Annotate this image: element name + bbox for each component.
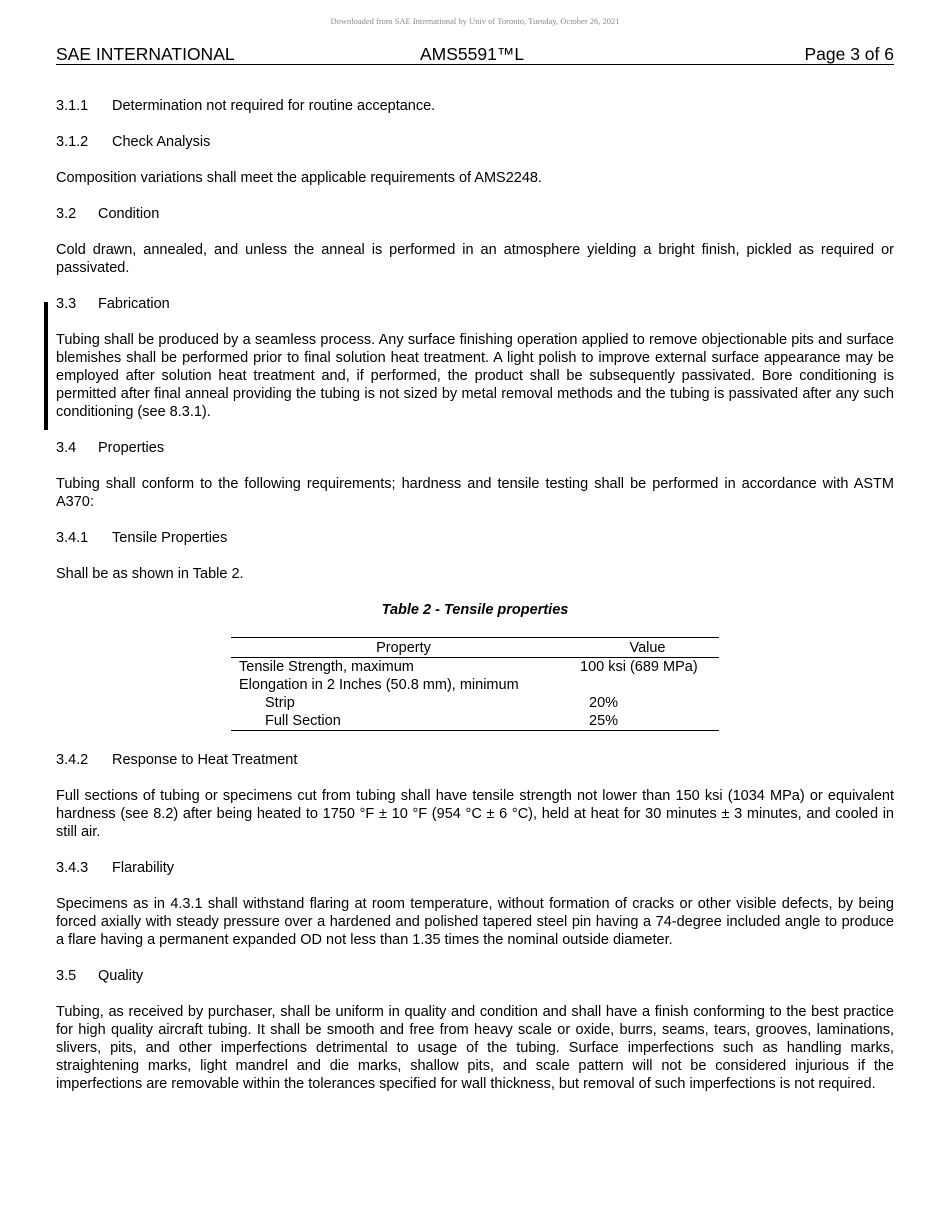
section-title: Tensile Properties [112, 530, 228, 546]
section-3-3-text: Tubing shall be produced by a seamless process. Any surface finishing operation applied to remove objectionable pits and surface blemishes shall be performed prior to final solution heat treatment. A light polish to improve external surface appearance may be employed after solution heat treatment and, if performed, the product shall be subsequently passivated. Bore conditioning is permitted after final anneal providing the tubing is not sized by metal removal methods and the tubing is passivated after any such conditioning (see 8.3.1). [56, 332, 894, 420]
table-row [231, 712, 719, 731]
column-header-value: Value [576, 638, 719, 658]
section-3-4-3-text: Specimens as in 4.3.1 shall withstand flaring at room temperature, without formation of cracks or other visible defects, by being forced axially with steady pressure over a hardened and polished tapered steel pin having a 74-degree included angle to produce a flare having a permanent expanded OD not less than 1.35 times the nominal outside diameter. [56, 896, 894, 948]
section-3-1-1 [56, 97, 894, 115]
section-number: 3.1.1 [56, 98, 89, 114]
section-title: Properties [98, 440, 165, 456]
cell-property: Elongation in 2 Inches (50.8 mm), minimum [239, 677, 519, 693]
section-3-1-2 [56, 133, 894, 151]
header-document-number: AMS5591™L [420, 44, 525, 64]
section-3-4-text: Tubing shall conform to the following requirements; hardness and tensile testing shall be performed in accordance with ASTM A370: [56, 476, 894, 510]
cell-value [576, 676, 719, 694]
cell-property: Strip [265, 695, 295, 711]
section-3-4-1 [56, 529, 894, 547]
table-header-row [231, 638, 719, 658]
cell-property: Tensile Strength, maximum [239, 659, 414, 675]
section-3-1-2-text: Composition variations shall meet the applicable requirements of AMS2248. [56, 170, 543, 186]
section-3-2-text: Cold drawn, annealed, and unless the anneal is performed in an atmosphere yielding a bright finish, pickled as required or passivated. [56, 242, 894, 276]
section-number: 3.1.2 [56, 134, 89, 150]
section-3-4-2-text: Full sections of tubing or specimens cut from tubing shall have tensile strength not lower than 150 ksi (1034 MPa) or equivalent hardness (see 8.2) after being heated to 1750 °F ± 10 °F (954 °C ± 6 °C), held at heat for 30 minutes ± 3 minutes, and cooled in still air. [56, 788, 894, 840]
section-3-5 [56, 967, 894, 985]
cell-value: 100 ksi (689 MPa) [580, 659, 698, 675]
cell-value: 20% [589, 695, 619, 711]
section-3-4 [56, 439, 894, 457]
header-org: SAE INTERNATIONAL [56, 44, 235, 64]
section-3-4-3 [56, 859, 894, 877]
section-number: 3.3 [56, 296, 77, 312]
section-number: 3.4.2 [56, 752, 89, 768]
section-number: 3.5 [56, 968, 77, 984]
table-row [231, 658, 719, 677]
section-number: 3.4 [56, 440, 77, 456]
section-number: 3.2 [56, 206, 77, 222]
table-2-title: Table 2 - Tensile properties [381, 602, 569, 618]
section-title: Quality [98, 968, 144, 984]
section-title: Flarability [112, 860, 175, 876]
page-header [56, 44, 894, 65]
section-number: 3.4.3 [56, 860, 89, 876]
revision-change-bar [44, 302, 48, 430]
section-number: 3.4.1 [56, 530, 89, 546]
section-3-4-1-text: Shall be as shown in Table 2. [56, 566, 244, 582]
table-row [231, 676, 719, 694]
cell-property: Full Section [231, 712, 576, 731]
table-row [231, 694, 719, 712]
section-title: Response to Heat Treatment [112, 752, 298, 768]
column-header-property: Property [231, 638, 576, 658]
section-title: Condition [98, 206, 160, 222]
document-body [56, 97, 894, 1111]
section-3-3 [56, 295, 894, 313]
section-3-4-2 [56, 751, 894, 769]
section-title: Check Analysis [112, 134, 211, 150]
cell-value: 25% [576, 712, 719, 731]
section-title: Determination not required for routine acceptance. [112, 98, 436, 114]
header-page-number: Page 3 of 6 [804, 44, 894, 64]
section-3-5-text: Tubing, as received by purchaser, shall be uniform in quality and condition and shall have a finish conforming to the best practice for high quality aircraft tubing. It shall be smooth and free from heavy scale or oxide, burrs, seams, tears, grooves, laminations, slivers, pits, and other imperfections detrimental to usage of the tubing. Surface imperfections such as handling marks, straightening marks, light mandrel and die marks, shallow pits, and scale pattern will not be considered injurious if the imperfections are removable within the tolerances specified for wall thickness, but removal of such imperfections is not required. [56, 1004, 894, 1092]
download-watermark: Downloaded from SAE International by Univ of Toronto, Tuesday, October 26, 2021 [330, 16, 620, 26]
section-3-2 [56, 205, 894, 223]
section-title: Fabrication [98, 296, 170, 312]
tensile-properties-table [231, 637, 719, 731]
